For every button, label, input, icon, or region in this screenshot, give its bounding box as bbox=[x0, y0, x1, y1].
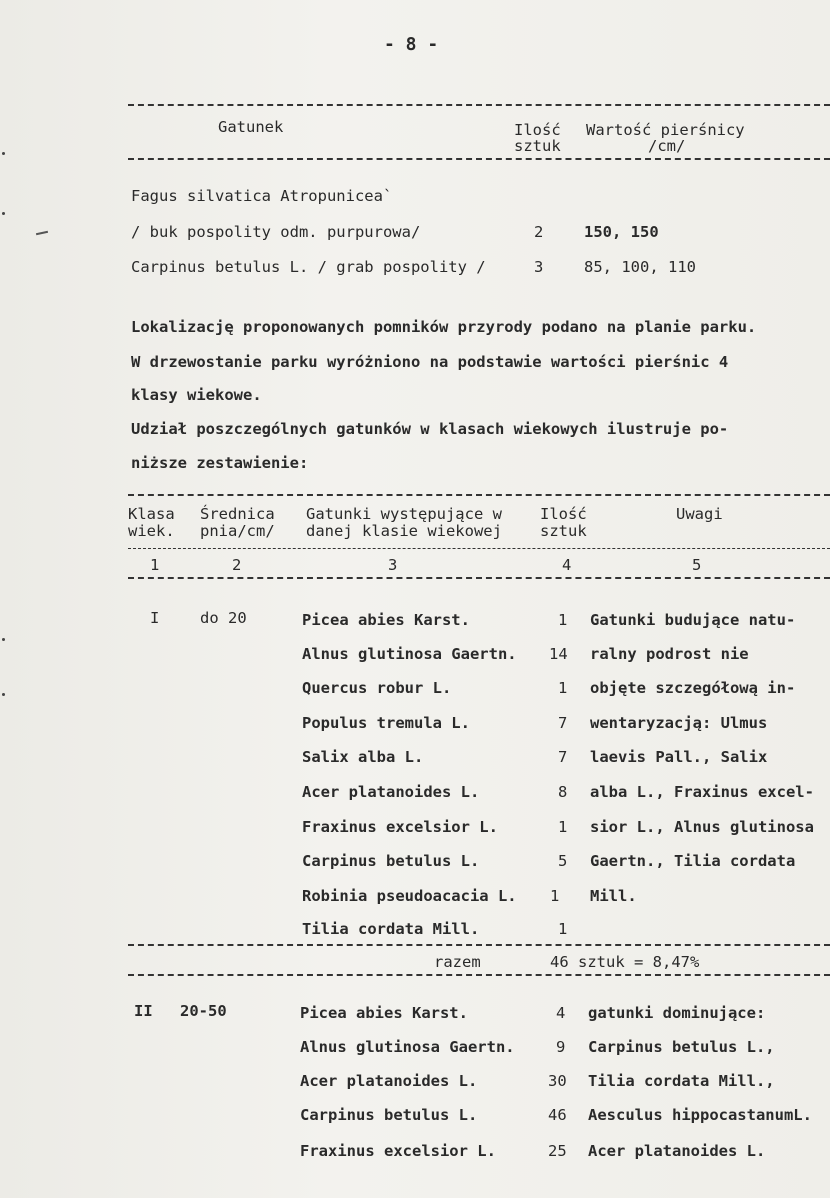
species-count: 9 bbox=[556, 1038, 566, 1056]
paragraph-line: klasy wiekowe. bbox=[131, 386, 262, 404]
species-count: 30 bbox=[548, 1072, 567, 1090]
table-rule bbox=[128, 494, 830, 496]
table2-column-number: 5 bbox=[692, 556, 702, 574]
total-label: razem bbox=[434, 953, 481, 971]
species-count: 7 bbox=[558, 748, 568, 766]
margin-pencil-mark bbox=[36, 231, 48, 235]
species-note: objęte szczegółową in- bbox=[590, 679, 796, 697]
table1-row-value: 150, 150 bbox=[584, 223, 659, 241]
table-rule bbox=[128, 577, 830, 579]
paragraph-line: niższe zestawienie: bbox=[131, 454, 309, 472]
age-class: II bbox=[134, 1002, 153, 1020]
margin-dot bbox=[2, 212, 5, 215]
species-note: Carpinus betulus L., bbox=[588, 1038, 775, 1056]
species-note: laevis Pall., Salix bbox=[590, 748, 768, 766]
species-count: 7 bbox=[558, 714, 568, 732]
diameter-range: 20-50 bbox=[180, 1002, 227, 1020]
table1-row-species: Fagus silvatica Atropunicea` bbox=[131, 187, 393, 205]
species-name: Picea abies Karst. bbox=[300, 1004, 468, 1022]
table1-row-count: 2 bbox=[534, 223, 544, 241]
species-note: Acer platanoides L. bbox=[588, 1142, 766, 1160]
paragraph-line: Udział poszczególnych gatunków w klasach wiekowych ilustruje po- bbox=[131, 420, 729, 438]
table1-row-count: 3 bbox=[534, 258, 544, 276]
species-name: Carpinus betulus L. bbox=[300, 1106, 478, 1124]
species-name: Alnus glutinosa Gaertn. bbox=[302, 645, 517, 663]
table-rule bbox=[128, 548, 830, 549]
margin-dot bbox=[2, 693, 5, 696]
species-note: wentaryzacją: Ulmus bbox=[590, 714, 768, 732]
species-count: 1 bbox=[558, 818, 568, 836]
species-count: 1 bbox=[558, 920, 568, 938]
species-count: 14 bbox=[549, 645, 568, 663]
species-name: Fraxinus excelsior L. bbox=[302, 818, 498, 836]
species-name: Quercus robur L. bbox=[302, 679, 452, 697]
age-class: I bbox=[150, 609, 160, 627]
table1-header-species: Gatunek bbox=[218, 118, 284, 136]
species-count: 1 bbox=[558, 611, 568, 629]
paragraph-line: Lokalizację proponowanych pomników przyrody podano na planie parku. bbox=[131, 318, 757, 336]
table1-row-species: Carpinus betulus L. / grab pospolity / bbox=[131, 258, 486, 276]
table2-header-notes: Uwagi bbox=[676, 505, 723, 523]
species-name: Acer platanoides L. bbox=[302, 783, 480, 801]
species-note: Gatunki budujące natu- bbox=[590, 611, 796, 629]
table1-header-value-unit: /cm/ bbox=[648, 137, 686, 155]
page-number: - 8 - bbox=[384, 34, 439, 55]
species-name: Carpinus betulus L. bbox=[302, 852, 480, 870]
diameter-range: do 20 bbox=[200, 609, 247, 627]
species-count: 1 bbox=[558, 679, 568, 697]
species-count: 1 bbox=[550, 887, 560, 905]
species-count: 4 bbox=[556, 1004, 566, 1022]
species-name: Populus tremula L. bbox=[302, 714, 470, 732]
table2-header-class: wiek. bbox=[128, 522, 175, 540]
species-count: 8 bbox=[558, 783, 568, 801]
table1-header-count-unit: sztuk bbox=[514, 137, 561, 155]
species-name: Alnus glutinosa Gaertn. bbox=[300, 1038, 515, 1056]
table-rule bbox=[128, 158, 830, 160]
species-note: sior L., Alnus glutinosa bbox=[590, 818, 814, 836]
species-count: 5 bbox=[558, 852, 568, 870]
species-name: Robinia pseudoacacia L. bbox=[302, 887, 517, 905]
table-rule bbox=[128, 944, 830, 946]
margin-dot bbox=[2, 152, 5, 155]
table2-header-diameter: pnia/cm/ bbox=[200, 522, 275, 540]
table2-header-species: danej klasie wiekowej bbox=[306, 522, 502, 540]
species-name: Fraxinus excelsior L. bbox=[300, 1142, 496, 1160]
species-note: gatunki dominujące: bbox=[588, 1004, 766, 1022]
table1-row-species: / buk pospolity odm. purpurowa/ bbox=[131, 223, 421, 241]
species-note: Gaertn., Tilia cordata bbox=[590, 852, 796, 870]
species-note: Mill. bbox=[590, 887, 637, 905]
species-name: Salix alba L. bbox=[302, 748, 424, 766]
table2-column-number: 1 bbox=[150, 556, 160, 574]
species-note: Aesculus hippocastanumL. bbox=[588, 1106, 812, 1124]
table2-column-number: 3 bbox=[388, 556, 398, 574]
table2-header-count: sztuk bbox=[540, 522, 587, 540]
paragraph-line: W drzewostanie parku wyróżniono na podstawie wartości pierśnic 4 bbox=[131, 353, 729, 371]
table2-column-number: 2 bbox=[232, 556, 242, 574]
total-value: 46 sztuk = 8,47% bbox=[550, 953, 700, 971]
species-count: 46 bbox=[548, 1106, 567, 1124]
species-name: Tilia cordata Mill. bbox=[302, 920, 480, 938]
species-name: Picea abies Karst. bbox=[302, 611, 470, 629]
table2-column-number: 4 bbox=[562, 556, 572, 574]
species-note: alba L., Fraxinus excel- bbox=[590, 783, 814, 801]
table-rule bbox=[128, 104, 830, 106]
species-count: 25 bbox=[548, 1142, 567, 1160]
table2-header-class: Klasa bbox=[128, 505, 175, 523]
table1-header-value: Wartość pierśnicy bbox=[586, 121, 745, 139]
table2-header-count: Ilość bbox=[540, 505, 587, 523]
table2-header-diameter: Średnica bbox=[200, 505, 275, 523]
species-note: Tilia cordata Mill., bbox=[588, 1072, 775, 1090]
species-name: Acer platanoides L. bbox=[300, 1072, 478, 1090]
table1-row-value: 85, 100, 110 bbox=[584, 258, 696, 276]
margin-dot bbox=[2, 638, 5, 641]
species-note: ralny podrost nie bbox=[590, 645, 749, 663]
table1-header-count: Ilość bbox=[514, 121, 561, 139]
table-rule bbox=[128, 974, 830, 976]
table2-header-species: Gatunki występujące w bbox=[306, 505, 502, 523]
